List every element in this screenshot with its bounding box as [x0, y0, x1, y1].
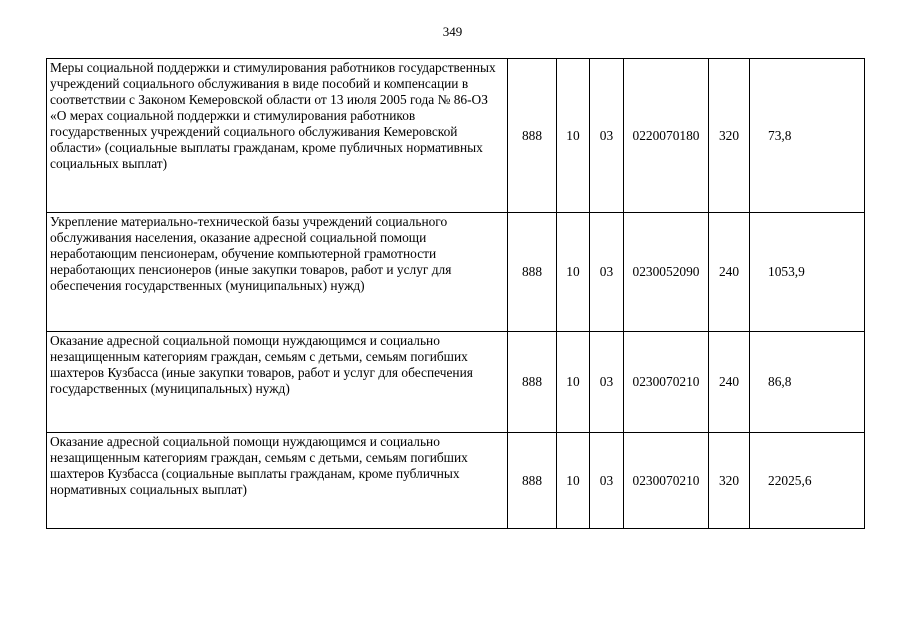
- row-description: Укрепление материально-технической базы учреждений социального обслуживания населения, оказание адресной социальной помощи неработающим пенсионерам, обучение компьютерной грамотности неработающих пенсионеров (иные закупки товаров, работ и услуг для обеспечения государственных (муниципальных) нужд): [47, 213, 508, 332]
- table-row: [47, 433, 865, 529]
- section-code: 10: [557, 213, 590, 332]
- ministry-code: 888: [508, 59, 557, 213]
- expense-type-code: 320: [709, 59, 750, 213]
- page-number: 349: [442, 24, 463, 39]
- row-description: Оказание адресной социальной помощи нуждающимся и социально незащищенным категориям граждан, семьям с детьми, семьям погибших шахтеров Кузбасса (иные закупки товаров, работ и услуг для обеспечения государственных (муниципальных) нужд): [47, 332, 508, 433]
- ministry-code: 888: [508, 332, 557, 433]
- table-row: [47, 213, 865, 332]
- section-code: 10: [557, 59, 590, 213]
- subsection-code: 03: [590, 59, 624, 213]
- subsection-code: 03: [590, 433, 624, 529]
- ministry-code: 888: [508, 433, 557, 529]
- amount: 73,8: [750, 59, 865, 213]
- target-article-code: 0230070210: [624, 332, 709, 433]
- section-code: 10: [557, 332, 590, 433]
- section-code: 10: [557, 433, 590, 529]
- table-row: [47, 59, 865, 213]
- expense-type-code: 240: [709, 332, 750, 433]
- expense-type-code: 240: [709, 213, 750, 332]
- target-article-code: 0230052090: [624, 213, 709, 332]
- budget-table: [46, 58, 865, 529]
- target-article-code: 0220070180: [624, 59, 709, 213]
- target-article-code: 0230070210: [624, 433, 709, 529]
- amount: 86,8: [750, 332, 865, 433]
- amount: 22025,6: [750, 433, 865, 529]
- ministry-code: 888: [508, 213, 557, 332]
- expense-type-code: 320: [709, 433, 750, 529]
- table-row: [47, 332, 865, 433]
- row-description: Оказание адресной социальной помощи нуждающимся и социально незащищенным категориям граждан, семьям с детьми, семьям погибших шахтеров Кузбасса (социальные выплаты гражданам, кроме публичных нормативных социальных выплат): [47, 433, 508, 529]
- subsection-code: 03: [590, 213, 624, 332]
- amount: 1053,9: [750, 213, 865, 332]
- row-description: Меры социальной поддержки и стимулирования работников государственных учреждений социального обслуживания в виде пособий и компенсации в соответствии с Законом Кемеровской области от 13 июля 2005 года № 86-ОЗ «О мерах социальной поддержки и стимулирования работников государственных учреждений социального обслуживания Кемеровской области» (социальные выплаты гражданам, кроме публичных нормативных социальных выплат): [47, 59, 508, 213]
- subsection-code: 03: [590, 332, 624, 433]
